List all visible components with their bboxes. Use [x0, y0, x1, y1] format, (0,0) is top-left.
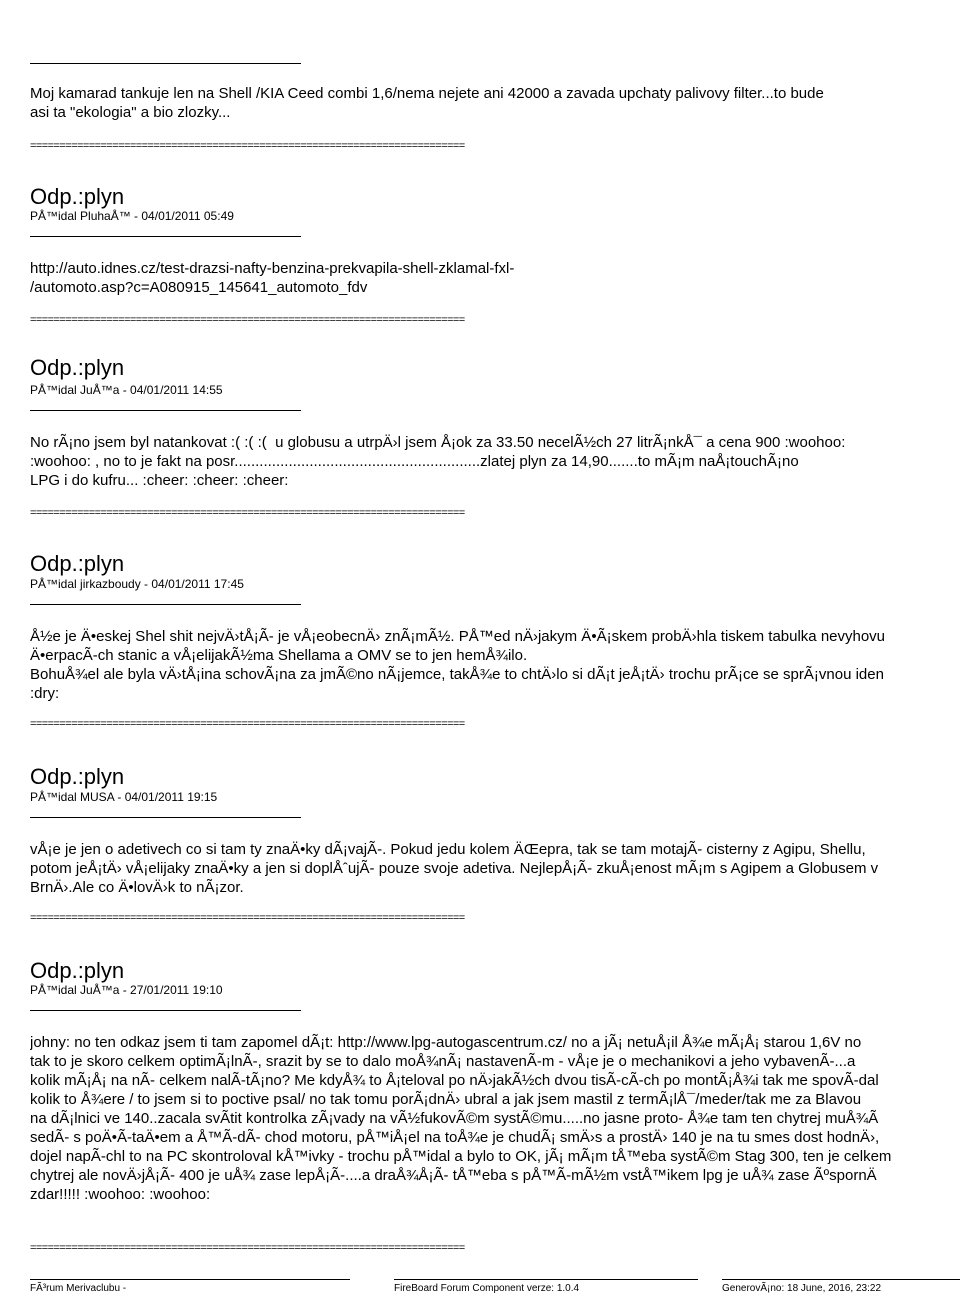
- post-body: johny: no ten odkaz jsem ti tam zapomel dÃ¡t: http://www.lpg-autogascentrum.cz/ no a jÃ¡ netuÅ¡il Å¾e mÃ¡Å¡ starou 1,6V no tak to je skoro celkem optimÃ¡lnÃ-, srazit by se to dalo moÅ¾nÃ¡ nastavenÃ-m - vÅ¡e je o mechanikovi a jeho vybavenÃ-...a kolik mÃ¡Å¡ na nÃ- celkem nalÃ-tÃ¡no? Me kdyÅ¾ to Å¡teloval po nÄ›jakÃ½ch dvou tisÃ-cÃ-ch po montÃ¡Å¾i tak me spovÃ-dal kolik to Å¾ere / to jsem si to poctive psal/ no tak tomu porÃ¡dnÄ› ubral a jak jsem mastil z termÃ¡lÅ¯/meder/tak me za Blavou na dÃ¡lnici ve 140..zacala svÃtit kontrolka zÃ¡vady na vÃ½fukovÃ©m systÃ©mu.....no jasne proto- Å¾e tam ten chytrej muÅ¾Ã sedÃ- s poÄ•Ã-taÄ•em a Å™Ã-dÃ- chod motoru, pÅ™iÅ¡el na toÅ¾e je chudÃ¡ smÄ›s a prostÄ› 140 je na tu smes dost hodnÄ›, dojel napÃ-chl to na PC skontroloval kÅ™ivky - trochu pÅ™idal a bylo to OK, jÃ¡ mÃ¡m tÅ™eba systÃ©m Stag 300, ten je celkem chytrej ale novÄ›jÅ¡Ã- 400 je uÅ¾ zase lepÅ¡Ã-....a draÅ¾Å¡Ã- tÅ™eba s pÅ™Ã-mÃ½m vstÅ™ikem lpg je uÅ¾ zase ÃºspornÄ zdar!!!!! :woohoo: :woohoo:: [30, 1034, 892, 1203]
- footer-rule: [394, 1279, 698, 1280]
- post-rule: [30, 236, 301, 237]
- post-rule: [30, 1010, 301, 1011]
- reply-title: Odp.:plyn: [30, 551, 125, 576]
- post-body: vÅ¡e je jen o adetivech co si tam ty znaÄ•ky dÃ¡vajÃ-. Pokud jedu kolem ÄŒepra, tak se tam motajÃ- cisterny z Agipu, Shellu, potom jeÅ¡tÄ› vÅ¡elijaky znaÄ•ky a jen si doplÅˆujÃ- pouze svoje adetiva. NejlepÅ¡Ã- zkuÅ¡enost mÃ¡m s Agipem a Globusem v BrnÄ›.Ale co Ä•lovÄ›k to nÃ¡zor.: [30, 841, 879, 896]
- reply-title: Odp.:plyn: [30, 764, 125, 789]
- reply-meta: PÅ™idal JuÅ™a - 27/01/2011 19:10: [30, 983, 223, 997]
- footer-rule: [30, 1279, 350, 1280]
- post-body: http://auto.idnes.cz/test-drazsi-nafty-benzina-prekvapila-shell-zklamal-fxl- /automoto.asp?c=A080915_145641_automoto_fdv: [30, 260, 515, 296]
- footer-forum-name: FÃ³rum Merivaclubu -: [30, 1283, 127, 1294]
- post-separator: ==========================================================================: [30, 912, 465, 924]
- reply-title: Odp.:plyn: [30, 958, 125, 983]
- footer-component-version: FireBoard Forum Component verze: 1.0.4: [394, 1283, 580, 1294]
- page-footer: [30, 1275, 960, 1297]
- reply-title: Odp.:plyn: [30, 184, 125, 209]
- post-separator: ==========================================================================: [30, 140, 465, 152]
- post-body: No rÃ¡no jsem byl natankovat :( :( :( u globusu a utrpÄ›l jsem Å¡ok za 33.50 necelÃ½ch 27 litrÃ¡nkÅ¯ a cena 900 :woohoo: :woohoo: , no to je fakt na posr...........................................................zlatej plyn za 14,90.......to mÃ¡m naÅ¡touchÃ¡no LPG i do kufru... :cheer: :cheer: :cheer:: [30, 434, 846, 489]
- reply-title: Odp.:plyn: [30, 355, 125, 380]
- reply-meta: PÅ™idal PluhaÅ™ - 04/01/2011 05:49: [30, 209, 234, 223]
- post-separator: ==========================================================================: [30, 507, 465, 519]
- post-rule: [30, 410, 301, 411]
- post-body: Å½e je Ä•eskej Shel shit nejvÄ›tÅ¡Ã- je vÅ¡eobecnÄ› znÃ¡mÃ½. PÅ™ed nÄ›jakym Ä•Ã¡skem probÄ›hla tiskem tabulka nevyhovu Ä•erpacÃ-ch stanic a vÅ¡elijakÃ½ma Shellama a OMV se to jen hemÅ¾ilo. BohuÅ¾el ale byla vÄ›tÅ¡ina schovÃ¡na za jmÃ©no nÃ¡jemce, takÅ¾e to chtÄ›lo si dÃ¡t jeÅ¡tÄ› trochu prÃ¡ce se sprÃ¡vnou iden :dry:: [30, 628, 886, 702]
- post-rule: [30, 63, 301, 64]
- reply-meta: PÅ™idal jirkazboudy - 04/01/2011 17:45: [30, 577, 244, 591]
- footer-generated-date: GenerovÃ¡no: 18 June, 2016, 23:22: [722, 1283, 882, 1294]
- post-body: Moj kamarad tankuje len na Shell /KIA Ceed combi 1,6/nema nejete ani 42000 a zavada upchaty palivovy filter...to bude asi ta "ekologia" a bio zlozky...: [30, 85, 824, 121]
- post-rule: [30, 604, 301, 605]
- post-rule: [30, 817, 301, 818]
- post-separator: ==========================================================================: [30, 718, 465, 730]
- reply-meta: PÅ™idal JuÅ™a - 04/01/2011 14:55: [30, 383, 223, 397]
- reply-meta: PÅ™idal MUSA - 04/01/2011 19:15: [30, 790, 218, 804]
- post-separator: ==========================================================================: [30, 1242, 465, 1254]
- post-separator: ==========================================================================: [30, 314, 465, 326]
- footer-rule: [722, 1279, 960, 1280]
